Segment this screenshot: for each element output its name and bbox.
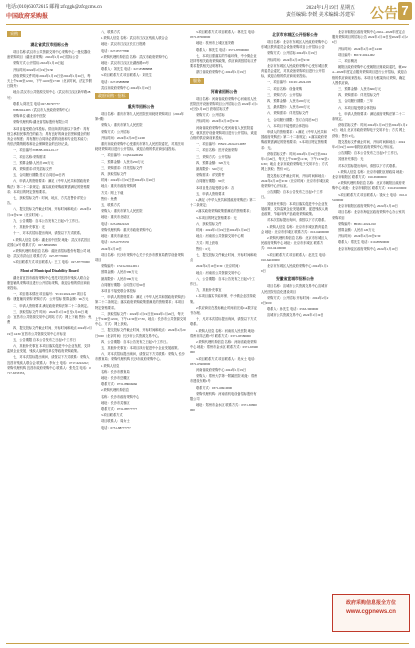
notice-paragraph: 地址：武汉市江汉区北湖西路23号 <box>101 61 149 66</box>
notice-paragraph: 项目名称：重庆市第九人民医院医用耗材采购项目（2024年第7期） <box>95 112 184 122</box>
notice-paragraph: 联系人:陈先生 电话:027-85797777 <box>13 101 60 106</box>
notice-paragraph: WH2024-003（武汉市人民政府采购中心） <box>13 108 72 113</box>
notice-paragraph: 三、采购需求：详见招标文件 <box>101 165 143 170</box>
hotline: 电话:(010)63072615 邮箱:zfcggk@zfcgcms.cn <box>6 5 102 10</box>
notice-heading: 北京市东城区公开招标公告 <box>272 33 318 37</box>
notice-paragraph: 最高限价：320万元 <box>196 167 224 172</box>
notice-paragraph: 2.采购代理机构信息 名称：北京市朝阳区政府采购中心 地址：北京市朝阳区 联系方式：010-65100000 <box>332 181 407 191</box>
notice-paragraph: 2.供应商应在投标截止时间前完成CA数字证书办理。 <box>190 305 258 315</box>
notice-paragraph: 采购人：重庆市第九人民医院 <box>101 123 143 128</box>
notice-paragraph: 获取采购文件时间:2024年1月19日至2024年1月26日，每天上午9:00至12:00，下午14:00至17:00（北京时间，法定节假日除外） <box>7 73 92 89</box>
notice-paragraph: 1.采购人信息 名称：河南省人民医院 地址：郑州市纬五路7号 联系方式：0371-65580000 <box>190 328 258 338</box>
column-3 <box>190 30 258 632</box>
notice-paragraph: 北京市朝阳区政府采购中心 2024年1月19日 <box>338 204 398 209</box>
notice-paragraph: 六、申请人的资格要求：满足《中华人民共和国政府采购法》第二十二条规定；落实政府采购政策需满足的资格要求；本项目的特定资格要求。 <box>7 179 90 194</box>
notice-paragraph: 3.项目联系方式 项目联系人：钱女士 电话：010-65100000 <box>332 192 407 202</box>
notice-paragraph: 重庆市政府采购中心受重庆市第九人民医院委托，对其医用耗材采购项目进行公开招标，欢迎合格的供应商参加投标。 <box>95 142 184 152</box>
notice-paragraph: 三、采购方式：公开招标 <box>196 154 232 159</box>
notice-paragraph: 其他补充事宜：本项目落实促进中小企业发展政策、支持监狱企业发展政策、促进残疾人就业政策、节能环保产品政府采购政策。 <box>261 201 328 217</box>
notice-paragraph: 2024年1月19日 <box>101 246 122 251</box>
notice-paragraph: 3.项目联系方式 <box>101 413 123 418</box>
notice-heading: 湖北省武汉市招标公告 <box>30 43 69 47</box>
notice-paragraph: 项目名称：北京市东城区人民政府采购中心东城区教育委员会设备采购项目公开招标公告 <box>261 40 328 50</box>
notice-paragraph: 地址：长沙市芙蓉区 <box>101 400 130 405</box>
notice-paragraph: 河南省政府采购中心受河南省人民医院委托，就其医疗设备采购项目进行公开招标，欢迎合格的供应商前来投标。 <box>190 125 257 141</box>
notice-paragraph: 采购单位:湖北省中医院 <box>13 114 46 119</box>
notice-paragraph: 七、本项目需落实的节能环保、中小微企业扶持等相关政府采购政策，供应商须按招标文件要求提供相关证明材料。 <box>190 53 257 69</box>
notice-paragraph: 3.项目联系方式 项目联系人：吴女士 电话：0371-65900000 <box>190 356 258 366</box>
notice-paragraph: 三、获取招标文件 时间：2024年1月19日至1月26日 地点：宜昌市公共资源交易中心网站 方式：网上下载 售价：免费 <box>7 309 92 325</box>
notice-paragraph: 售价：0元 <box>196 246 211 251</box>
notice-paragraph: 采购代理机构：重庆市政府采购中心 <box>101 227 152 232</box>
notice-paragraph: 1.采购人信息 名称：北京市朝阳区财政局 地址：北京市朝阳区 联系方式：010-65000000 <box>332 169 406 180</box>
notice-paragraph: 联系人：林先生 电话：0571-87000000 <box>196 47 249 52</box>
notice-paragraph: 申请人的资格要求：1.满足《中华人民共和国政府采购法》第二十二条规定；2.落实政府采购政策需满足的资格要求；3.本项目特定资格要求：无。 <box>261 130 328 150</box>
notice-paragraph: 五、合同履行期限：三年 <box>338 99 374 104</box>
notice-paragraph: 2.采购代理机构信息 名称：北京市东城区人民政府采购中心 地址：北京市东城区 联系方式：010-64100000 <box>261 235 328 251</box>
notice-paragraph: 采购方式：公开招标 开标时间：2024年2月20日9:00 <box>261 295 329 305</box>
notice-paragraph: 六、获取招标文件 <box>196 221 222 226</box>
notice-paragraph: 1.采购人信息 <box>101 363 120 368</box>
notice-paragraph: 开标时间：2024年2月20日14:00 <box>101 135 145 140</box>
notice-paragraph: 售价：免费 <box>101 196 117 201</box>
notice-paragraph: 地址：重庆市北碚区 <box>101 215 130 220</box>
notice-paragraph: 二、项目名称：医疗设备采购 <box>196 148 238 153</box>
notice-paragraph: 四、提交投标文件截止时间、开标时间和地点 2024年2月19日14:30 宜昌市公共资源交易中心开标室 <box>7 326 92 336</box>
notice-paragraph: 2.采购代理机构信息 名称：湖北省招标股份有限公司 地址：武汉市洪山区 联系方式：027-87770000 <box>7 248 91 259</box>
notice-paragraph: 采购需求：详见附件 <box>196 173 225 178</box>
column-2-section-tag: 政府采购 · 招标 <box>95 93 129 99</box>
notice-paragraph: 项目名称：宣城市公共资源交易中心宣城市人民医院信息化建设项目 <box>261 284 328 294</box>
column-3-body <box>190 30 258 76</box>
notice-paragraph: 四、采购需求:详见招标文件 <box>13 167 53 172</box>
advert-url[interactable]: www.cgpnews.cn <box>346 609 396 615</box>
notice-paragraph: 预算金额：人民币120万元 <box>338 227 375 232</box>
notice-paragraph: 电话：0731-88777777 <box>101 425 131 430</box>
notice-paragraph: 提交投标文件截止时间、开标时间和地点：2024年2月19日9:30（北京时间）北京市东城区政府采购中心开标室。 <box>261 173 329 189</box>
notice-paragraph: 采购代理机构:湖北省招标股份有限公司 <box>13 120 69 125</box>
date-line <box>286 5 355 19</box>
notice-paragraph: 十、其他补充事宜：无 <box>13 225 45 230</box>
notice-paragraph: 1.本项目落实节能环保、中小微企业扶持政策。 <box>190 294 256 304</box>
column-2-body <box>95 30 187 91</box>
notice-paragraph: 采购编号：HDZC-2024-010 <box>338 221 376 226</box>
masthead <box>0 0 415 26</box>
notice-paragraph: 联系人：刘先生 电话：027-85888888 <box>101 67 153 72</box>
notice-paragraph: 地点：河南省公共资源交易中心网 <box>196 234 244 239</box>
notice-paragraph: 五、联系方式 <box>101 203 121 208</box>
notice-paragraph: 八、联系方式 <box>101 30 121 34</box>
notice-paragraph: 地址：郑州市金水区 联系方式：0371-65800000 <box>190 403 257 413</box>
notice-paragraph: 八、公告期限：自本公告发布之日起5个工作日。 <box>190 276 255 286</box>
notice-paragraph: 五、合同履行期限:签订合同后60日内 <box>13 173 65 178</box>
notice-paragraph: 项目编号：BJCY-2024-002 <box>338 52 375 57</box>
notice-paragraph: 采购人：重庆市第九人民医院 <box>101 209 143 214</box>
notice-paragraph: 其他补充事宜：无 <box>338 157 364 162</box>
column-1 <box>7 30 92 632</box>
notice-paragraph: 宣城市公共资源交易中心 2024年1月19日 <box>267 313 324 318</box>
column-3-section-tag: 服务 <box>190 78 204 84</box>
notice-paragraph: 1.采购人信息 名称：湖北省中医院 地址：武汉市武昌区花园山4号 联系方式：027-88929999 <box>7 237 91 247</box>
notice-paragraph: 采购方式：公开招标 <box>101 129 130 134</box>
notice-paragraph: 一、项目编号：HNZC-2024-03-0087 <box>196 142 247 147</box>
notice-paragraph: 五、申请人资格要求 <box>196 191 225 196</box>
notice-paragraph: 3.项目联系方式 项目联系人：刘先生 <box>101 73 152 78</box>
date-line-1: 2024年1月19日 星期五 <box>306 6 355 11</box>
notice-paragraph: 电话：027-85777890 <box>101 48 130 53</box>
notice-paragraph: 六、本项目接受联合体投标 <box>338 105 377 110</box>
notice-paragraph: 四、获取招标文件 <box>101 172 127 177</box>
notice-paragraph: 本项目不接受联合体投标 <box>101 288 137 293</box>
column-4-body <box>261 32 329 319</box>
notice-paragraph: 九、公告期限：自本公告发布之日起5个工作日。 <box>13 218 82 223</box>
notice-paragraph: 2.落实政府采购政策需满足的资格要求； <box>196 209 253 214</box>
column-1-body <box>7 42 92 376</box>
notice-paragraph: 开标时间：2024年2月19日14:00 <box>338 46 382 51</box>
notice-paragraph: 十一、对本次招标提出询问，请按以下方式联系。 <box>13 231 84 236</box>
notice-paragraph: 七、获取招标文件：时间、地点、方式及售价详见公告。 <box>7 196 87 206</box>
notice-paragraph: 一、申请人的资格要求：满足《中华人民共和国政府采购法》第二十二条规定；落实政府采购政策需满足的资格要求；本项目特定资格要求。 <box>95 295 186 310</box>
advert-title: 政府采购信息报全方位 <box>345 601 396 606</box>
notice-paragraph: 采购方式：公开招标 <box>196 113 225 118</box>
notice-paragraph: 联系人：孙先生 电话：0563-3000000 <box>267 307 319 312</box>
advert-box[interactable] <box>332 594 410 632</box>
column-5 <box>332 30 408 590</box>
notice-paragraph: 三、预算金额:人民币180万元 <box>13 160 54 165</box>
notice-paragraph: 3.项目联系方式 项目联系人：王工 电话：027-87770000 <box>13 260 90 265</box>
notice-paragraph: 二、项目名称：设备采购 <box>267 86 303 91</box>
notice-paragraph: 获取招标文件：时间 2024年1月19日至2024年1月26日；地点 北京市政府采购电子交易平台；方式 网上获取；售价 0元。 <box>332 123 408 138</box>
column-2 <box>95 30 187 632</box>
notice-paragraph: 五、公告期限 自本公告发布之日起5个工作日 <box>13 337 76 342</box>
notice-paragraph: 获取招标文件：时间 2024年1月19日至2024年1月26日，每天上午9:00至11:30，下午13:30至16:30；地点 北京市政府采购电子交易平台；方式 网上获取；售价 0元。 <box>261 151 329 172</box>
notice-paragraph: 二、获取招标文件：2024年1月19日至2024年1月26日，每天上午9:00至12:00，下午14:30至17:30，地点：长沙市公共资源交易中心，方式：网上获取。 <box>95 311 187 327</box>
notice-paragraph: 朝阳区政府采购中心受朝阳区财政局委托，就2024—2026年度定点服务采购项目进行公开招标，欢迎合格的供应商前来投标。本项目为框架协议采购，确定入围供应商。 <box>332 65 407 85</box>
notice-paragraph: 六、采购需求：详见招标文件 <box>267 111 309 116</box>
notice-paragraph: 四、采购需求：详见招标文件 <box>338 93 380 98</box>
notice-paragraph: 湖北省宜昌市政府采购中心受托对宜昌市残疾人联合会康复辅具采购项目进行公开招标采购，欢迎合格的供应商前来投标。 <box>7 275 90 290</box>
notice-heading: 重庆市招标公告 <box>127 105 155 110</box>
notice-paragraph: 七、对本次招标提出询问，请按以下方式联系：采购人 宜昌市残疾人联合会 联系人：李女士 电话：0717-6222222；采购代理机构 宜昌市政府采购中心 联系人：张先生 电话：0717-6333333。 <box>7 355 91 375</box>
notice-paragraph: 北京市海淀区政府采购中心 2024年1月19日 <box>338 246 398 251</box>
notice-paragraph: 本项目是否接受联合体：否 <box>196 185 235 190</box>
notice-paragraph: 3.项目联系方式 项目联系人：林先生 电话：0571-87000000 <box>190 30 258 40</box>
column-4 <box>261 30 329 632</box>
notice-paragraph: 三、预算金额：人民币600万元 <box>338 87 382 92</box>
notice-paragraph: 二、项目名称:采购需求 <box>13 154 46 159</box>
notice-paragraph: 采购方式：公开招标 2024年1月19日 <box>267 51 318 56</box>
notice-paragraph: 五、其他补充事宜：本项目执行促进中小企业发展政策。 <box>101 345 181 350</box>
notice-paragraph: 公告期限：自本公告发布之日起5个工作日。 <box>261 190 323 200</box>
notice-paragraph: 开标时间：2024年2月19日9:30 <box>267 57 310 62</box>
notice-heading: Mont of Municipal Disability Board <box>20 268 79 273</box>
notice-paragraph: 一、项目编号:WHZB-2024-01-17 <box>13 148 59 153</box>
notice-paragraph: 六、其他补充事宜 本项目落实促进中小企业发展、支持监狱企业发展、残疾人福利性单位等政府采购政策。 <box>7 343 91 354</box>
notice-paragraph: 2.采购代理机构信息 名称：武汉市政府采购中心 <box>101 54 168 59</box>
notice-paragraph: 时间：2024年1月19日至2024年1月26日 <box>196 228 251 233</box>
notice-paragraph: 采购方式:公开招标 2024年1月19日起 <box>13 61 65 66</box>
notice-paragraph: 对本次招标提出询问，请按以下方式联系。 <box>267 218 328 223</box>
notice-paragraph: 一、项目基本情况 项目编号：YCZC2024-007 项目名称：康复辅具采购 采购方式：公开招标 预算金额：96万元 <box>7 292 89 302</box>
notice-paragraph: 地点：重庆市政府采购网 <box>101 184 137 189</box>
notice-paragraph: 电话：023-67555555 <box>101 240 130 245</box>
date-line-2: 责任编辑:李媛 美术编辑:苏建军 <box>285 13 355 18</box>
column-1-section-tag: 采购 <box>7 31 21 37</box>
notice-heading: 安徽省宣城市招标公告 <box>276 277 314 282</box>
notice-paragraph: 联系方式：0731-88666666 <box>101 382 138 387</box>
notice-paragraph: 北京市东城区人民政府采购中心 2024年1月19日 <box>261 263 329 274</box>
column-2-body-2 <box>95 104 187 431</box>
column-3-body-2 <box>190 89 258 414</box>
notice-paragraph: 项目名称:武汉市公共资源交易中心采购中心一批仪器设备采购项目（湖北省采购）2024年1月19日招标公告 <box>7 50 91 60</box>
header-rule <box>6 24 409 25</box>
notice-paragraph: 1.采购人信息 名称：北京市东城区教育委员会 地址：北京市东城区 联系方式：010-64000000 <box>261 224 329 234</box>
notice-paragraph: 二、项目概况 <box>338 59 358 64</box>
notice-paragraph: 3.项目联系方式 项目联系人：赵先生 电话：010-64100000 <box>261 252 329 262</box>
notice-paragraph: 电话：027-85888888 <box>101 79 130 84</box>
notice-paragraph: 2.采购代理机构信息 名称：河南省政府采购中心 地址：郑州市金水区 联系方式：0371-65900000 <box>190 339 258 355</box>
notice-paragraph: 八、本项目不接受联合体投标 <box>267 123 309 128</box>
section-title: 公告 <box>370 6 398 22</box>
footer-rule <box>6 643 409 644</box>
notice-paragraph: 地址：武汉市江汉区长江日报路 <box>101 42 146 47</box>
notice-heading: 河南省招标公告 <box>210 89 238 94</box>
notice-paragraph: 电话：023-68222222 <box>101 221 130 226</box>
notice-paragraph: 一、项目编号：DCZC-2024-005 <box>267 80 312 85</box>
notice-paragraph: 地址：杭州市上城区延安路 <box>196 41 235 46</box>
notice-paragraph: 二、预算金额：人民币250万元 <box>101 159 145 164</box>
notice-paragraph: 北京市朝阳区政府采购中心2024—2026年度定点服务采购项目的招标公告 2024年1月19日至2024年1月26日 <box>332 30 408 45</box>
notice-paragraph: 地址：长沙市岳麓区 <box>101 375 130 380</box>
notice-paragraph: 四、预算金额：人民币450万元 <box>267 99 311 104</box>
notice-paragraph: 开标时间:2024年2月19日9:30 <box>13 67 54 72</box>
notice-paragraph: 北京市东城区人民政府采购中心受东城区教育委员会委托，对其设备采购项目进行公开招标，欢迎合格的供应商前来投标。 <box>261 63 328 79</box>
notice-paragraph: 项目名称：长沙市采购中心关于长沙市教育局教学设备采购项目 <box>95 252 184 262</box>
notice-paragraph: 六、对本次招标提出询问，请按以下方式联系：采购人 长沙市教育局；采购代理机构 长沙市政府采购中心。 <box>95 352 185 362</box>
notice-paragraph: 五、最高限价：人民币450万元 <box>267 105 311 110</box>
notice-paragraph: 开标时间：2024年2月19日9:30 <box>196 119 239 124</box>
notice-paragraph: 1.满足《中华人民共和国政府采购法》第二十二条规定； <box>190 198 256 208</box>
notice-paragraph: 浙江省政府采购中心 2024年1月19日 <box>196 70 247 75</box>
notice-paragraph: 采购编号：CSCG2024-0011 <box>101 264 139 269</box>
notice-paragraph: 3.本项目的特定资格要求：无 <box>196 215 237 220</box>
notice-paragraph: 时间：2024年1月19日至2024年1月26日 <box>101 178 156 183</box>
notice-paragraph: 合同履行期限：90天 <box>196 179 225 184</box>
notice-paragraph: 公告期限：自本公告发布之日起5个工作日。 <box>338 151 401 156</box>
notice-paragraph: 联系方式：0371-66910000 <box>196 385 233 390</box>
notice-paragraph: 二、申请人资格要求 满足政府采购法第二十二条规定。 <box>13 303 91 308</box>
notice-paragraph: 方式：网上获取 <box>196 240 219 245</box>
notice-paragraph: 地点：河南省公共资源交易中心 <box>196 270 241 275</box>
notice-paragraph: 七、申请人资格要求：满足政府采购法第二十二条规定。 <box>332 111 405 122</box>
notice-paragraph: 十、凡对本次招标提出询问，请按以下方式联系。 <box>190 317 257 327</box>
notice-paragraph: 2024年2月19日9:30（北京时间） <box>196 264 242 269</box>
paper-name: 中国政府采购报 <box>6 14 49 20</box>
notice-paragraph: 联系人：郑先生 电话：010-88500000 <box>338 240 390 245</box>
notice-paragraph: 采购人：郑州大学第一附属医院 地址：郑州市建设东路1号 <box>190 374 258 384</box>
notice-paragraph: 对本次招标提出询问，请按以下方式联系。 <box>338 163 399 168</box>
notice-paragraph: 三、提交投标文件截止时间、开标时间和地点：2024年2月20日9:00（北京时间）长沙市公共资源交易中心。 <box>95 328 186 338</box>
notice-paragraph: 名称：长沙市政府采购中心 <box>101 394 140 399</box>
notice-paragraph: 项目联系人：周女士 <box>101 419 130 424</box>
notice-paragraph: 本项目接受联合体投标。供应商须具备以下条件：具有独立承担民事责任的能力；具有良好的商业信誉和健全的财务会计制度；具有履行合同所必需的设备和专业技术能力；有依法缴纳税收和社会保障资金的良好记录。 <box>7 126 90 147</box>
notice-paragraph: 项目名称：北京市海淀区政府采购中心办公家具采购项目 <box>332 210 405 220</box>
notice-paragraph: 开标时间：2024年2月20日9:30 <box>338 234 381 239</box>
notice-paragraph: 采购代理机构：河南省机电设备招标股份有限公司 <box>190 391 257 401</box>
notice-paragraph: 七、提交投标文件截止时间、开标时间和地点 <box>190 252 257 263</box>
notice-paragraph: 2.采购代理机构信息 <box>101 388 129 393</box>
column-5-body <box>332 30 408 252</box>
notice-paragraph: 四、预算金额：320万元 <box>196 160 230 165</box>
notice-paragraph: 九、其他补充事宜 <box>196 288 222 293</box>
page-number: 7 <box>398 2 412 20</box>
notice-paragraph: 三、采购方式：公开招标 <box>267 92 303 97</box>
notice-paragraph: 合同履行期限：合同签订后90日 <box>101 282 146 287</box>
notice-paragraph: 地址：重庆市渝北区 <box>101 234 130 239</box>
notice-paragraph: 预算金额：人民币580万元 <box>101 270 138 275</box>
notice-paragraph: 方式：网上下载 <box>101 190 124 195</box>
notice-paragraph: 地点:武汉市公共资源交易中心（武汉市江汉区新华路28号） <box>7 90 91 100</box>
notice-paragraph: 名称：长沙市教育局 <box>101 369 130 374</box>
notice-paragraph: 提交投标文件截止时间、开标时间和地点：2024年2月19日14:00 朝阳区政府采购中心开标室。 <box>332 139 405 150</box>
notice-paragraph: 八、提交投标文件截止时间、开标时间和地点：2024年2月19日9:30（北京时间）。 <box>7 207 92 217</box>
notice-paragraph: 最高限价：人民币580万元 <box>101 276 138 281</box>
notice-paragraph: 七、合同履行期限：签订合同后30日 <box>267 117 318 122</box>
notice-paragraph: 一、项目编号：CQS24A00456 <box>101 153 143 158</box>
notice-paragraph: 联系方式：0731-88777777 <box>101 406 138 411</box>
notice-paragraph: 河南省政府采购中心 2024年1月19日 <box>196 367 247 372</box>
notice-paragraph: 武汉市政府采购中心 2024年1月19日 <box>101 85 152 90</box>
notice-paragraph: 1.采购人信息 名称：武汉市江汉区残疾人联合会 <box>101 36 168 41</box>
notice-paragraph: 四、公告期限：自本公告发布之日起5个工作日。 <box>101 339 170 344</box>
notice-paragraph: 项目名称：河南省政府采购中心河南省人民医院医疗设备采购项目公开招标公告 2024年1月19日至1月26日 获取招标文件 <box>190 96 258 112</box>
